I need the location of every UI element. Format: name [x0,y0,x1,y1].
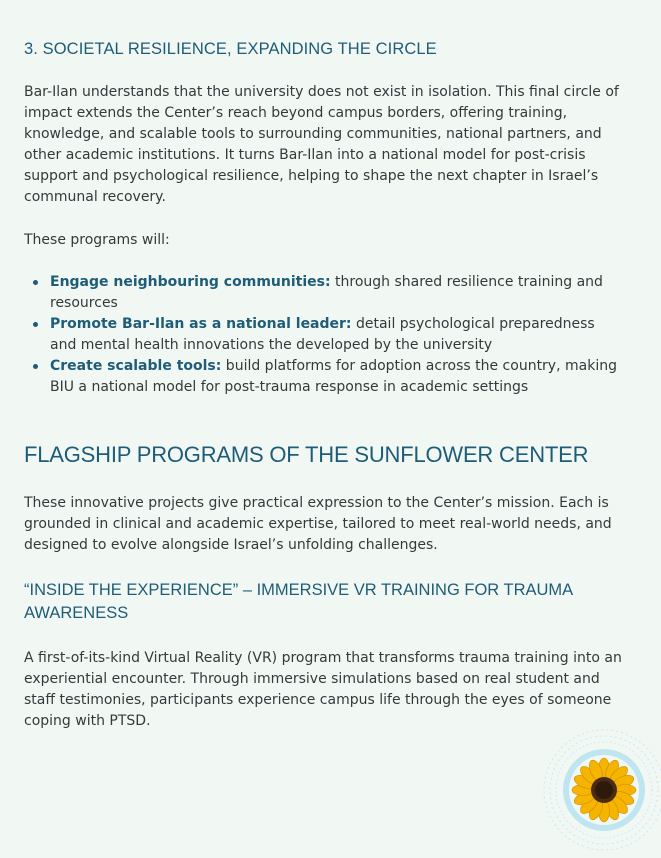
bullet-text: build platforms for adoption across the country, making BIU a national model for post-trauma response in academic settings [50,358,617,395]
program-list [24,272,624,398]
bullet-lead: Create scalable tools: [50,358,222,374]
bullet-icon [33,364,38,369]
vr-paragraph: A first-of-its-kind Virtual Reality (VR) program that transforms trauma training into an experiential encounter. Through immersive simulations based on real student and staff testimonies, participants experience campus life through the eyes of someone coping with PTSD. [24,650,622,729]
bullet-text: through shared resilience training and resources [50,274,603,311]
vr-heading: “INSIDE THE EXPERIENCE” – IMMERSIVE VR TRAINING FOR TRAUMA AWARENESS [24,581,573,622]
bullet-text: detail psychological preparedness and mental health innovations the developed by the university [50,316,595,353]
flagship-paragraph: These innovative projects give practical expression to the Center’s mission. Each is grounded in clinical and academic expertise, tailored to meet real-world needs, and designed to evolve alongside Israel’s unfolding challenges. [24,495,612,553]
bullet-icon [33,322,38,327]
bullet-lead: Engage neighbouring communities: [50,274,331,290]
bullet-lead: Promote Bar-Ilan as a national leader: [50,316,352,332]
bullet-icon [33,280,38,285]
list-item [24,272,624,314]
list-item [24,356,624,398]
flagship-heading: FLAGSHIP PROGRAMS OF THE SUNFLOWER CENTER [24,442,589,467]
programs-intro: These programs will: [24,232,170,248]
section-paragraph: Bar-Ilan understands that the university does not exist in isolation. This final circle of impact extends the Center’s reach beyond campus borders, offering training, knowledge, and scalable tools to surrounding communities, national partners, and other academic institutions. It turns Bar-Ilan into a national model for post-crisis support and psychological resilience, helping to shape the next chapter in Israel’s communal recovery. [24,84,619,205]
list-item [24,314,624,356]
section-heading: 3. SOCIETAL RESILIENCE, EXPANDING THE CIRCLE [24,40,437,58]
sunflower-icon [540,728,661,858]
